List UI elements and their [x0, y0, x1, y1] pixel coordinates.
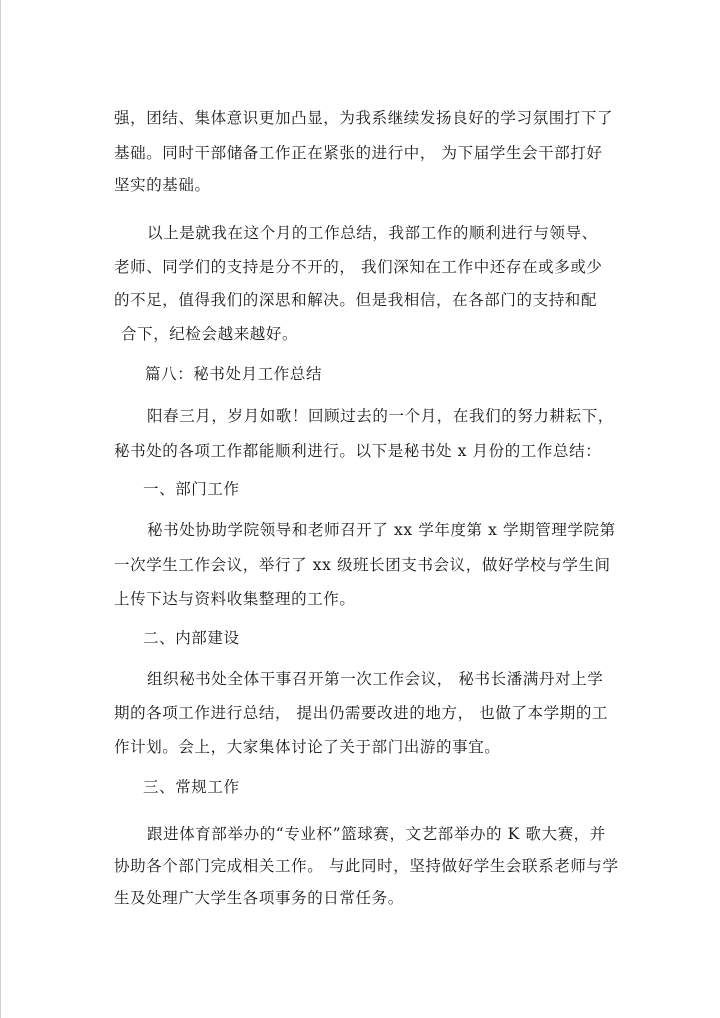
paragraph-line: 一次学生工作会议，举行了 xx 级班长团支书会议，做好学校与学生间: [114, 556, 611, 574]
paragraph-line: 期的各项工作进行总结， 提出仍需要改进的地方， 也做了本学期的工: [114, 704, 609, 722]
paragraph-line: 上传下达与资料收集整理的工作。: [114, 590, 356, 608]
paragraph-line: 跟进体育部举办的“专业杯”篮球赛，文艺部举办的 K 歌大赛，并: [147, 825, 606, 843]
section-heading: 篇八：秘书处月工作总结: [145, 365, 323, 383]
paragraph-line: 组织秘书处全体干事召开第一次工作会议， 秘书长潘满丹对上学: [147, 670, 604, 688]
paragraph-line: 秘书处的各项工作都能顺利进行。以下是秘书处 x 月份的工作总结：: [114, 442, 602, 460]
paragraph-line: 生及处理广大学生各项事务的日常任务。: [114, 889, 404, 907]
paragraph-line: 老师、同学们的支持是分不开的， 我们深知在工作中还存在或多或少: [114, 258, 603, 276]
paragraph-line: 强，团结、集体意识更加凸显，为我系继续发扬良好的学习氛围打下了: [114, 109, 614, 127]
paragraph-line: 秘书处协助学院领导和老师召开了 xx 学年度第 x 学期管理学院第: [147, 521, 616, 539]
paragraph-line: 协助各个部门完成相关工作。 与此同时，坚持做好学生会联系老师与学: [114, 857, 619, 875]
subsection-heading: 一、部门工作: [143, 480, 240, 498]
paragraph-line: 作计划。会上，大家集体讨论了关于部门出游的事宜。: [114, 738, 501, 756]
paragraph-line: 基础。同时干部储备工作正在紧张的进行中， 为下届学生会干部打好: [114, 144, 603, 162]
subsection-heading: 三、常规工作: [143, 778, 240, 796]
paragraph-line: 合下，纪检会越来越好。: [121, 325, 299, 343]
paragraph-line: 阳春三月，岁月如歌！回顾过去的一个月，在我们的努力耕耘下，: [147, 407, 614, 425]
paragraph-line: 以上是就我在这个月的工作总结，我部工作的顺利进行与领导、: [147, 224, 598, 242]
paragraph-line: 坚实的基础。: [114, 176, 211, 194]
paragraph-line: 的不足，值得我们的深思和解决。但是我相信，在各部门的支持和配: [114, 291, 598, 309]
subsection-heading: 二、内部建设: [143, 629, 240, 647]
